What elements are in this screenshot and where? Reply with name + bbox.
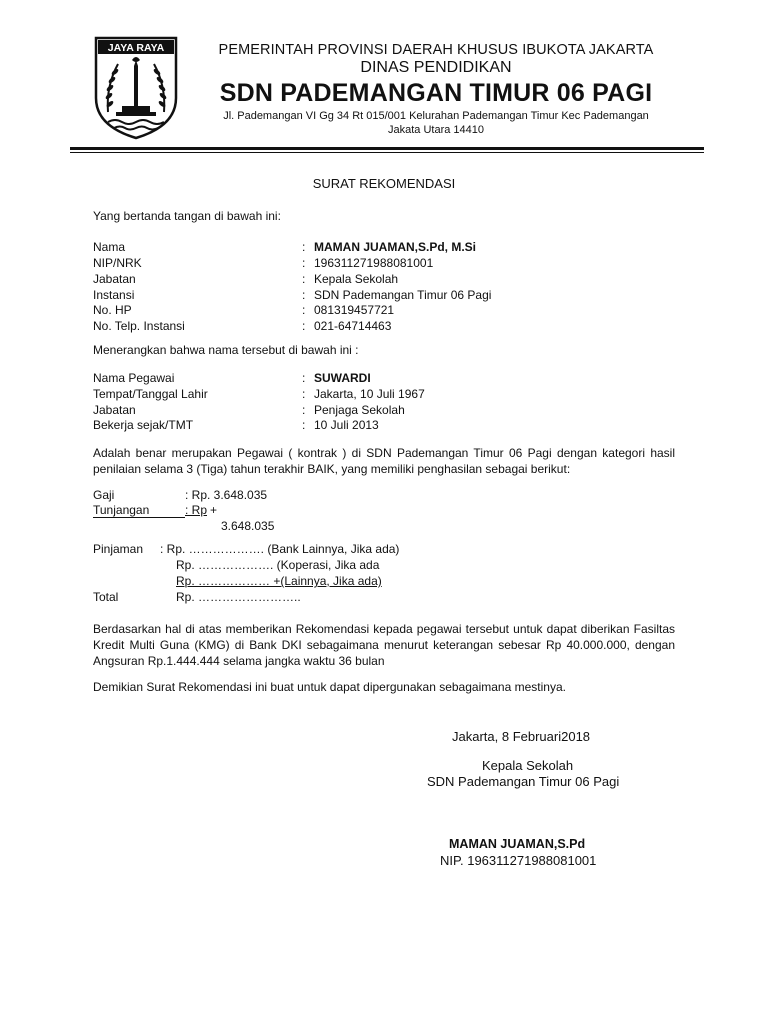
signer-value: 081319457721 bbox=[314, 303, 395, 317]
employee-label: Bekerja sejak/TMT bbox=[93, 418, 194, 432]
signer-colon: : bbox=[302, 272, 306, 286]
employee-value: Penjaga Sekolah bbox=[314, 403, 405, 417]
income-total: 3.648.035 bbox=[221, 519, 275, 533]
letterhead-school-name: SDN PADEMANGAN TIMUR 06 PAGI bbox=[219, 79, 653, 107]
employee-colon: : bbox=[302, 387, 306, 401]
letterhead-address-line2: Jakata Utara 14410 bbox=[387, 124, 484, 136]
loan-row-koperasi: Rp. ………………. (Koperasi, Jika ada bbox=[176, 558, 380, 572]
gaji-label: Gaji bbox=[93, 488, 115, 502]
jaya-raya-logo bbox=[92, 36, 180, 140]
tunjangan-label: Tunjangan bbox=[93, 503, 185, 518]
sum-plus-sign: + bbox=[210, 503, 218, 517]
employee-label: Nama Pegawai bbox=[93, 371, 175, 385]
signer-name: MAMAN JUAMAN,S.Pd bbox=[449, 837, 586, 851]
employee-value: SUWARDI bbox=[314, 371, 371, 385]
signer-label: Jabatan bbox=[93, 272, 136, 286]
signer-label: NIP/NRK bbox=[93, 256, 142, 270]
signer-colon: : bbox=[302, 240, 306, 254]
letter-title: SURAT REKOMENDASI bbox=[312, 176, 456, 191]
signer-colon: : bbox=[302, 256, 306, 270]
signer-label: Nama bbox=[93, 240, 126, 254]
pinjaman-label: Pinjaman bbox=[93, 542, 144, 556]
employee-colon: : bbox=[302, 403, 306, 417]
recommendation-paragraph: Berdasarkan hal di atas memberikan Rekomendasi kepada pegawai tersebut untuk dapat diberikan Fasiltas Kredit Multi Guna (KMG) di Bank DKI sebagaimana menurut keterangan sebesar Rp 40.000.000, dengan Angsuran Rp.1.444.444 selama jangka waktu 36 bulan bbox=[93, 622, 675, 668]
employee-colon: : bbox=[302, 371, 306, 385]
signer-institution: SDN Pademangan Timur 06 Pagi bbox=[427, 774, 620, 789]
signer-position: Kepala Sekolah bbox=[482, 758, 574, 773]
signer-label: Instansi bbox=[93, 288, 135, 302]
loan-row-bank: : Rp. ………………. (Bank Lainnya, Jika ada) bbox=[160, 542, 400, 556]
employee-label: Jabatan bbox=[93, 403, 136, 417]
place-date: Jakarta, 8 Februari2018 bbox=[452, 729, 591, 744]
signer-value: SDN Pademangan Timur 06 Pagi bbox=[314, 288, 492, 302]
signer-colon: : bbox=[302, 319, 306, 333]
loan-total-label: Total bbox=[93, 590, 119, 604]
letterhead-department: DINAS PENDIDIKAN bbox=[360, 59, 512, 76]
signer-value: Kepala Sekolah bbox=[314, 272, 399, 286]
loan-total-value: Rp. …………………….. bbox=[176, 590, 301, 604]
intro-text: Yang bertanda tangan di bawah ini: bbox=[93, 209, 281, 223]
letterhead-government: PEMERINTAH PROVINSI DAERAH KHUSUS IBUKOTA JAKARTA bbox=[218, 42, 654, 58]
closing-text: Demikian Surat Rekomendasi ini buat untuk dapat dipergunakan sebagaimana mestinya. bbox=[93, 680, 566, 694]
loan-row-lainnya: Rp. ……………… +(Lainnya, Jika ada) bbox=[176, 574, 382, 588]
letterhead-address-line1: Jl. Pademangan VI Gg 34 Rt 015/001 Kelurahan Pademangan Timur Kec Pademangan bbox=[223, 110, 649, 122]
letterhead-divider-thick bbox=[70, 147, 704, 150]
signer-value: 196311271988081001 bbox=[314, 256, 434, 270]
signer-value: MAMAN JUAMAN,S.Pd, M.Si bbox=[314, 240, 476, 254]
gaji-value: : Rp. 3.648.035 bbox=[185, 488, 268, 502]
signer-colon: : bbox=[302, 303, 306, 317]
employment-paragraph: Adalah benar merupakan Pegawai ( kontrak ) di SDN Pademangan Timur 06 Pagi dengan kategori hasil penilaian selama 3 (Tiga) tahun terakhir BAIK, yang memiliki penghasilan sebagai berikut: bbox=[93, 446, 675, 476]
employee-colon: : bbox=[302, 418, 306, 432]
employee-label: Tempat/Tanggal Lahir bbox=[93, 387, 208, 401]
signer-colon: : bbox=[302, 288, 306, 302]
signer-value: 021-64714463 bbox=[314, 319, 392, 333]
signer-nip: NIP. 196311271988081001 bbox=[440, 853, 597, 868]
letterhead-divider-thin bbox=[70, 152, 704, 153]
statement-text: Menerangkan bahwa nama tersebut di bawah ini : bbox=[93, 343, 359, 357]
signer-label: No. Telp. Instansi bbox=[93, 319, 185, 333]
signer-label: No. HP bbox=[93, 303, 132, 317]
logo-lettering: JAYA RAYA bbox=[107, 42, 165, 54]
employee-value: 10 Juli 2013 bbox=[314, 418, 379, 432]
tunjangan-value: : Rp bbox=[185, 503, 208, 517]
employee-value: Jakarta, 10 Juli 1967 bbox=[314, 387, 425, 401]
